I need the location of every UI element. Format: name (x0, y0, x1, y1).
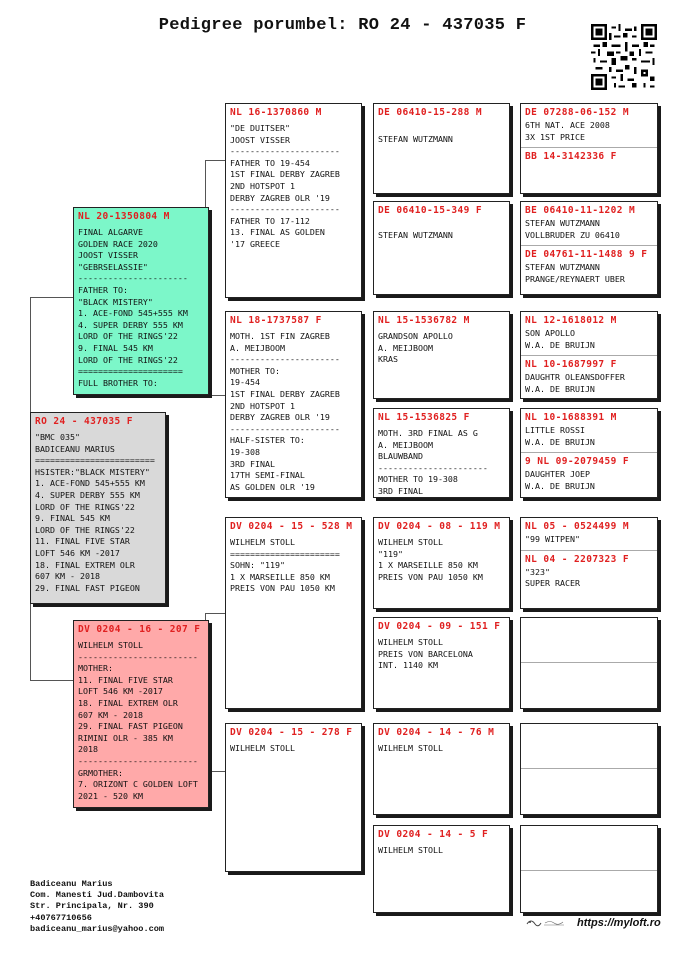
pigeon-card-gen3[interactable] (373, 201, 510, 295)
pigeon-card-gen4-empty[interactable] (520, 723, 658, 815)
pigeon-details: FINAL ALGARVE GOLDEN RACE 2020 JOOST VISSER "GEBRSELASSIE" ---------------------- FATHER TO: "BLACK MISTERY" 1. ACE-FOND 545+555 KM 4. SUPER DERBY 555 KM LORD OF THE RINGS'22 9. FINAL 545 KM LORD OF THE RINGS'22 ===================== FULL BROTHER TO: (78, 227, 188, 388)
pigeon-card-gen4-empty[interactable] (520, 825, 658, 913)
ring-number: NL 10-1688391 M (525, 412, 617, 423)
ring-number: NL 10-1687997 F (525, 359, 617, 371)
pigeon-card-gen4-pair[interactable] (520, 311, 658, 399)
pigeon-card-gen4-pair[interactable] (520, 408, 658, 498)
ring-number: DE 07288-06-152 M (525, 107, 630, 118)
ring-number: NL 15-1536825 F (378, 412, 470, 423)
pigeon-details: MOTH. 1ST FIN ZAGREB A. MEIJBOOM ---------------------- MOTHER TO: 19-454 1ST FINAL DERBY ZAGREB 2ND HOTSPOT 1 DERBY ZAGREB OLR '19 ---------------------- HALF-SISTER TO: 19-308 3RD FINAL 17TH SEMI-FINAL AS GOLDEN OLR '19 (230, 331, 340, 492)
pigeon-details: SON APOLLO W.A. DE BRUIJN (525, 328, 595, 350)
pigeon-details: WILHELM STOLL PREIS VON BARCELONA INT. 1140 KM (378, 637, 473, 671)
pigeon-card-subject[interactable] (30, 412, 166, 604)
connector-line (205, 613, 225, 614)
ring-number: DE 06410-15-349 F (378, 205, 483, 216)
ring-number: 9 NL 09-2079459 F (525, 456, 630, 468)
pigeon-details: DAUGHTER JOEP W.A. DE BRUIJN (525, 469, 595, 491)
ring-number: NL 05 - 0524499 M (525, 521, 630, 532)
pigeon-details: DAUGHTR OLEANSDOFFER W.A. DE BRUIJN (525, 372, 625, 394)
pigeon-card-gen3[interactable] (373, 311, 510, 399)
ring-number: DV 0204 - 09 - 151 F (378, 621, 501, 632)
pigeon-details: "323" SUPER RACER (525, 566, 580, 589)
ring-number: BB 14-3142336 F (525, 151, 617, 163)
pigeon-details: WILHELM STOLL (230, 743, 295, 753)
pigeon-details: WILHELM STOLL "119" 1 X MARSEILLE 850 KM PREIS VON PAU 1050 KM (378, 537, 483, 582)
pigeon-details: "DE DUITSER" JOOST VISSER ---------------------- FATHER TO 19-454 1ST FINAL DERBY ZAGREB 2ND HOTSPOT 1 DERBY ZAGREB OLR '19 ---------------------- FATHER TO 17-112 13. FINAL AS GOLDEN '17 GREECE (230, 123, 340, 249)
website-link[interactable]: https://myloft.ro (577, 917, 661, 929)
pigeon-card-gen3[interactable] (373, 723, 510, 815)
pigeon-details: 6TH NAT. ACE 2008 3X 1ST PRICE (525, 120, 610, 142)
ring-number: NL 18-1737587 F (230, 315, 322, 326)
pigeon-details: STEFAN WUTZMANN (378, 134, 453, 144)
ring-number: DV 0204 - 14 - 5 F (378, 829, 489, 840)
pigeon-card-gen3[interactable] (373, 617, 510, 709)
myloft-logo-icon (524, 915, 568, 931)
pigeon-details: STEFAN WUTZMANN VOLLBRUDER ZU 06410 (525, 218, 620, 240)
ring-number: DV 0204 - 16 - 207 F (78, 624, 201, 635)
connector-line (205, 395, 225, 396)
ring-number: DV 0204 - 14 - 76 M (378, 727, 495, 738)
ring-number: NL 15-1536782 M (378, 315, 470, 326)
pigeon-details: "99 WITPEN" (525, 534, 580, 544)
pigeon-details: "BMC 035" BADICEANU MARIUS ======================== HSISTER:"BLACK MISTERY" 1. ACE-FOND 545+555 KM 4. SUPER DERBY 555 KM LORD OF THE RINGS'22 9. FINAL 545 KM LORD OF THE RINGS'22 11. FINAL FIVE STAR LOFT 546 KM -2017 18. FINAL EXTREM OLR 607 KM - 2018 29. FINAL FAST PIGEON (35, 432, 155, 593)
qr-code-icon (591, 24, 657, 90)
ring-number: BE 06410-11-1202 M (525, 205, 636, 216)
pigeon-card-gen3[interactable] (373, 103, 510, 194)
ring-number: NL 16-1370860 M (230, 107, 322, 118)
pigeon-card-dam-sire[interactable] (225, 517, 362, 709)
pigeon-card-gen3[interactable] (373, 517, 510, 609)
connector-line (30, 680, 73, 681)
pigeon-card-sire[interactable] (73, 207, 209, 395)
ring-number: DE 04761-11-1488 9 F (525, 249, 648, 261)
pigeon-card-gen4-pair[interactable] (520, 517, 658, 609)
pigeon-details: LITTLE ROSSI W.A. DE BRUIJN (525, 425, 595, 447)
pigeon-details: MOTH. 3RD FINAL AS G A. MEIJBOOM BLAUWBAND ---------------------- MOTHER TO 19-308 3RD FINAL (378, 428, 488, 496)
pigeon-card-gen3[interactable] (373, 408, 510, 498)
ring-number: DE 06410-15-288 M (378, 107, 483, 118)
pigeon-details: WILHELM STOLL ====================== SOHN: "119" 1 X MARSEILLE 850 KM PREIS VON PAU 1050 KM (230, 537, 340, 594)
pigeon-details: GRANDSON APOLLO A. MEIJBOOM KRAS (378, 331, 453, 365)
pigeon-card-dam-dam[interactable] (225, 723, 362, 872)
connector-line (30, 297, 73, 298)
pigeon-details: STEFAN WUTZMANN (378, 230, 453, 240)
pigeon-card-gen4-pair[interactable] (520, 103, 658, 194)
pigeon-details: WILHELM STOLL ------------------------ MOTHER: 11. FINAL FIVE STAR LOFT 546 KM -2017 18. FINAL EXTREM OLR 607 KM - 2018 29. FINAL FAST PIGEON RIMINI OLR - 385 KM 2018 ------------------------ GRMOTHER: 7. ORIZONT C GOLDEN LOFT 2021 - 520 KM (78, 640, 198, 801)
pigeon-details: WILHELM STOLL (378, 845, 443, 855)
ring-number: NL 04 - 2207323 F (525, 553, 630, 565)
pigeon-card-dam[interactable] (73, 620, 209, 808)
pigeon-details: WILHELM STOLL (378, 743, 443, 753)
ring-number: DV 0204 - 15 - 528 M (230, 521, 353, 532)
ring-number: NL 12-1618012 M (525, 315, 617, 326)
ring-number: DV 0204 - 08 - 119 M (378, 521, 501, 532)
pigeon-details: STEFAN WUTZMANN PRANGE/REYNAERT UBER (525, 262, 625, 284)
pigeon-card-gen4-empty[interactable] (520, 617, 658, 709)
pigeon-card-gen4-pair[interactable] (520, 201, 658, 295)
ring-number: DV 0204 - 15 - 278 F (230, 727, 353, 738)
ring-number: NL 20-1350804 M (78, 211, 170, 222)
connector-line (205, 160, 225, 161)
owner-contact: Badiceanu Marius Com. Manesti Jud.Dambovita Str. Principala, Nr. 390 +40767710656 badiceanu_marius@yahoo.com (30, 879, 165, 934)
pigeon-card-sire-sire[interactable] (225, 103, 362, 298)
pigeon-card-sire-dam[interactable] (225, 311, 362, 498)
ring-number: RO 24 - 437035 F (35, 416, 133, 427)
pigeon-card-gen3[interactable] (373, 825, 510, 913)
page-title: Pedigree porumbel: RO 24 - 437035 F (158, 16, 527, 35)
